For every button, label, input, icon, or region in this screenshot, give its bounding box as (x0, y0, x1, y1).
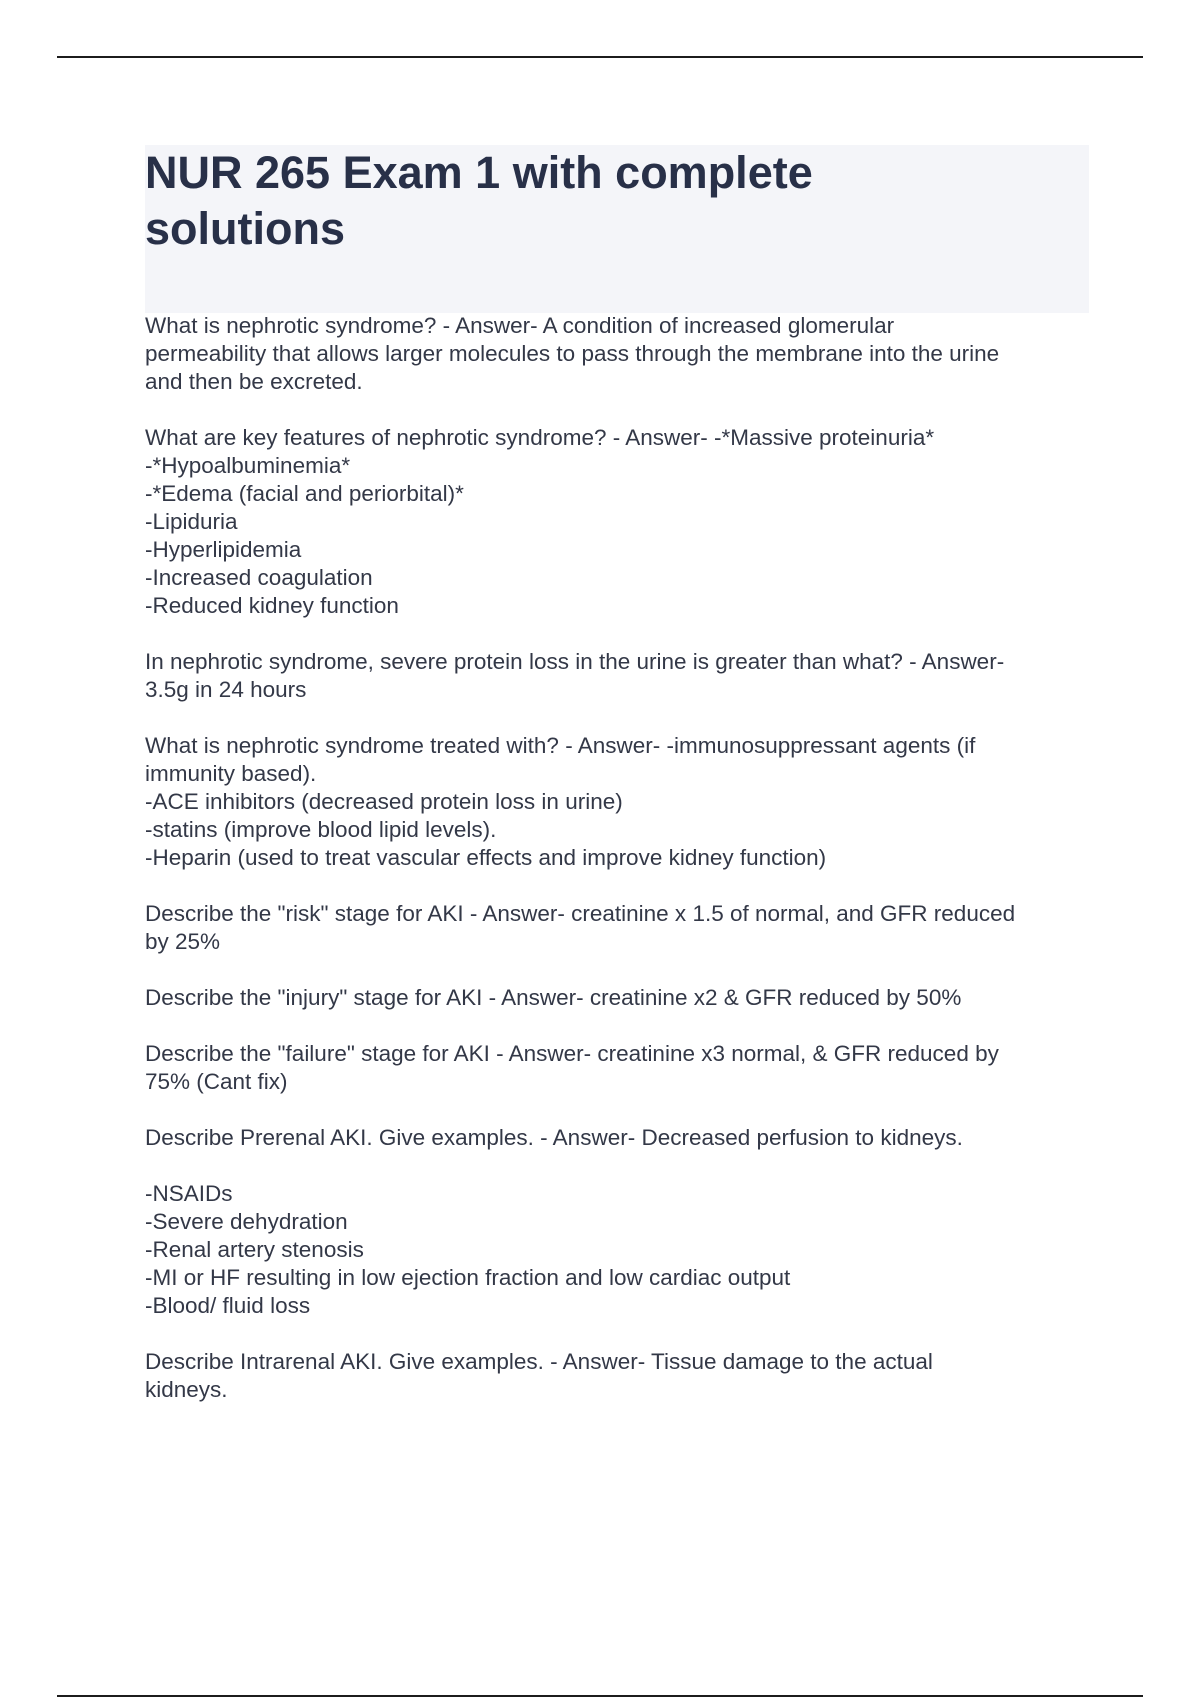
qa-item-aki-risk (145, 900, 1095, 956)
qa-line: What are key features of nephrotic syndrome? - Answer- -*Massive proteinuria* (145, 425, 935, 450)
title-line: NUR 265 Exam 1 with complete (145, 147, 813, 198)
document-title (145, 145, 905, 257)
qa-line: Describe the "risk" stage for AKI - Answer- creatinine x 1.5 of normal, and GFR reduced (145, 901, 1016, 926)
qa-line: -statins (improve blood lipid levels). (145, 817, 497, 842)
qa-line: -Severe dehydration (145, 1209, 348, 1234)
qa-line: immunity based). (145, 761, 317, 786)
title-block (145, 145, 1089, 313)
qa-line: -Renal artery stenosis (145, 1237, 364, 1262)
qa-line: -Blood/ fluid loss (145, 1293, 311, 1318)
qa-line: and then be excreted. (145, 369, 363, 394)
qa-item-prerenal-aki (145, 1124, 1095, 1152)
qa-item-nephrotic-treatment (145, 732, 1095, 872)
qa-line: What is nephrotic syndrome treated with? - Answer- -immunosuppressant agents (if (145, 733, 976, 758)
qa-line: 75% (Cant fix) (145, 1069, 288, 1094)
title-line: solutions (145, 203, 345, 254)
qa-item-prerenal-examples (145, 1180, 1095, 1320)
qa-item-intrarenal-aki (145, 1348, 1095, 1404)
qa-line: -*Edema (facial and periorbital)* (145, 481, 464, 506)
qa-content (145, 312, 1095, 1432)
bottom-rule (57, 1695, 1143, 1697)
qa-line: -Hyperlipidemia (145, 537, 302, 562)
qa-line: What is nephrotic syndrome? - Answer- A condition of increased glomerular (145, 313, 895, 338)
qa-line: permeability that allows larger molecules to pass through the membrane into the urine (145, 341, 1000, 366)
qa-line: -MI or HF resulting in low ejection fraction and low cardiac output (145, 1265, 791, 1290)
qa-line: kidneys. (145, 1377, 228, 1402)
qa-item-nephrotic-definition (145, 312, 1095, 396)
qa-line: -Increased coagulation (145, 565, 373, 590)
qa-line: -NSAIDs (145, 1181, 233, 1206)
qa-item-protein-loss (145, 648, 1095, 704)
qa-line: -Heparin (used to treat vascular effects and improve kidney function) (145, 845, 827, 870)
qa-item-aki-injury (145, 984, 1095, 1012)
qa-item-aki-failure (145, 1040, 1095, 1096)
qa-line: In nephrotic syndrome, severe protein loss in the urine is greater than what? - Answer- (145, 649, 1005, 674)
qa-item-nephrotic-features (145, 424, 1095, 620)
qa-line: Describe the "injury" stage for AKI - Answer- creatinine x2 & GFR reduced by 50% (145, 985, 962, 1010)
qa-line: Describe Prerenal AKI. Give examples. - Answer- Decreased perfusion to kidneys. (145, 1125, 963, 1150)
qa-line: by 25% (145, 929, 221, 954)
qa-line: Describe the "failure" stage for AKI - Answer- creatinine x3 normal, & GFR reduced by (145, 1041, 999, 1066)
qa-line: 3.5g in 24 hours (145, 677, 307, 702)
qa-line: -*Hypoalbuminemia* (145, 453, 351, 478)
top-rule (57, 56, 1143, 58)
qa-line: -ACE inhibitors (decreased protein loss in urine) (145, 789, 623, 814)
qa-line: -Reduced kidney function (145, 593, 399, 618)
qa-line: Describe Intrarenal AKI. Give examples. - Answer- Tissue damage to the actual (145, 1349, 933, 1374)
qa-line: -Lipiduria (145, 509, 238, 534)
